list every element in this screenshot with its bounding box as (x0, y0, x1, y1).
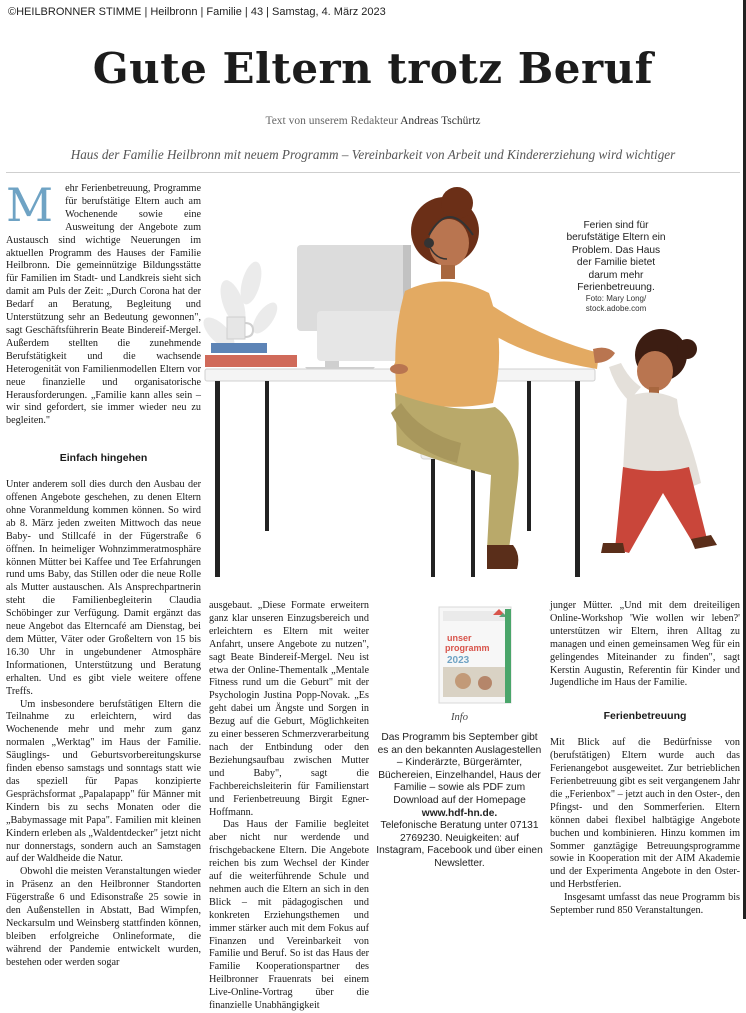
column-4 (550, 600, 740, 918)
info-box (376, 732, 543, 871)
mug-icon (227, 317, 253, 339)
brochure-word-programm: programm (445, 643, 490, 653)
article-title: Gute Eltern trotz Beruf (92, 44, 654, 93)
brochure-word-unser: unser (447, 633, 472, 643)
info-text: Das Programm bis September gibt es an den bekannten Auslagestellen – Kinderärzte, Bürgerämter, Büchereien, Einzelhandel, Haus der Familie – sowie als PDF zum Download auf der Homepage (377, 732, 542, 806)
paragraph: Unter anderem soll dies durch den Ausbau der offenen Angebote geschehen, zu denen Eltern ohne Voranmeldung kommen können. So wird ab 8. März jeden zweiten Mittwoch das neue Baby- und Stillcafé in der Fügerstraße 6 öffnen. In heimeliger Wohnzimmeratmosphäre können Mütter bei Kaffee und Tee Erfahrungen rund ums Baby, das Stillen oder die neue Rolle als Mutter austauschen. Als Ansprechpartnerin steht die Familienbegleiterin Claudia Schöbinger zur Verfügung. Damit ergänzt das neue Angebot das Elterncafé am Dienstag, bei dem Mütter, Väter oder Großeltern von 15 bis 16.30 Uhr in ungebundener Atmosphäre Informationen, Unterstützung und Beratung erhalten. Und es gibt viele weitere offene Treffs. (6, 479, 201, 697)
photo-credit: Foto: Mary Long/ stock.adobe.com (585, 294, 647, 313)
paragraph: Mit Blick auf die Bedürfnisse von (berufstätigen) Eltern wurde auch das Ferienangebot ausgeweitet. Zur betrieblichen Ferienbetreuung gibt es seit vergangenem Jahr die „Ferienbox" – jetzt auch in den Oster-, den Pfingst- und den Sommerferien. Eltern können dabei flexibel halbtägige Angebote buchen und kombinieren. Hinzu kommen im Sommer ganztägige Betreuungsprogramme sowie in Kooperation mit der AIM Akademie und der Experimenta Angebote in den Oster- und Herbstferien. (550, 737, 740, 891)
article-subtitle: Haus der Familie Heilbronn mit neuem Programm – Vereinbarkeit von Arbeit und Kindererziehung wird wichtiger (70, 147, 676, 162)
column-2 (209, 600, 369, 1013)
child-figure (601, 329, 717, 553)
intro-paragraph: ehr Ferienbetreuung, Programme für berufstätige Eltern auch am Wochenende sowie eine Ausweitung der Angebote zum Austausch sind wichtige Neuerungen im aktuellen Programm des Hauses der Familie Heilbronn. Die gemeinnützige Bildungsstätte für Familien im Stadt- und Landkreis sieht sich damit am Puls der Zeit: „Durch Corona hat der Bedarf an Beratung, Begleitung und Unterstützung sehr an Bedeutung gewonnen", sagt Geschäftsführerin Beate Bindereif-Mergel. Außerdem stellten die zunehmende Berufstätigkeit und die wachsende Heterogenität von Familienmodellen Eltern vor neue finanzielle und organisatorische Herausforderungen. „Familie kann alles sein – wir sind gefordert, sie immer wieder neu zu begleiten." (6, 183, 201, 427)
monitor-icon (297, 245, 411, 373)
paragraph: ausgebaut. „Diese Formate erweitern ganz klar unseren Einzugsbereich und erleichtern es Eltern mit weiter Anfahrt, unsere Angebote zu nutzen", sagt Beate Bindereif-Mergel. Neu ist etwa der Online-Thementalk „Mentale Fitness rund um die Geburt" mit der Psychologin Justina Popp-Novak. „Es geht dabei um Ängste und Sorgen in Bezug auf die Geburt, Möglichkeiten zu einer besseren Schmerzverarbeitung nach der Entbindung oder den Beziehungsaufbau zwischen Mutter und Baby", sagt die Fachbereichsleiterin für Familienstart und Ferienbetreuung Birgit Egner-Hoffmann. (209, 600, 369, 818)
author-prefix: Text von unserem Redakteur (265, 115, 401, 127)
program-brochure-image (433, 605, 515, 705)
column-1 (6, 178, 201, 970)
paragraph: Insgesamt umfasst das neue Programm bis September rund 850 Veranstaltungen. (550, 892, 740, 917)
author-line (0, 115, 746, 127)
paragraph: Obwohl die meisten Veranstaltungen wieder in Präsenz an den Heilbronner Standorten Fügerstraße 6 und Edisonstraße 25 sowie in den Außenstellen in Abstatt, Bad Wimpfen, Neckarsulm und Weinsberg stattfinden können, bleiben erfolgreiche Onlineformate, die während der Pandemie entwickelt wurden, bestehen oder werden sogar (6, 866, 201, 968)
info-label: Info (451, 712, 468, 723)
newspaper-header: ©HEILBRONNER STIMME | Heilbronn | Familie | 43 | Samstag, 4. März 2023 (8, 6, 386, 18)
subheading-ferienbetreuung: Ferienbetreuung (603, 710, 687, 723)
books-icon (205, 343, 297, 367)
website-link[interactable]: www.hdf-hn.de. (421, 807, 498, 819)
paragraph: Das Haus der Familie begleitet aber nicht nur werdende und frischgebackene Eltern. Die Angebote reichen bis zum Wechsel der Kinder auf die weiterführende Schule und nehmen auch die Eltern an sich in den Blick – mit pädagogischen und konkreten Erziehungsthemen und immer stärker auch mit dem Fokus auf Finanzen und Vereinbarkeit von Familie und Beruf. So ist das Haus der Familie Kooperationspartner des Heilbronner Frauenrats bei einem Live-Online-Vortrag über die finanzielle Unabhängigkeit (209, 819, 369, 1012)
paragraph: Um insbesondere berufstätigen Eltern die Teilnahme zu erleichtern, wird das Wochenende mehr und mehr zum ganz normalen „Werktag" im Haus der Familie. Säuglings- und Geburtsvorbereitungskurse finden ebenso samstags und sonntags statt wie das speziell für Papas konzipierte Gesprächsformat „Papalapapp" für Männer mit Kindern bis zu sechs Monaten oder die „Babymassage mit Papa". Familien mit kleinen Kindern erleben als „Waldentdecker" jetzt nicht nur donnerstags, sondern auch an Samstagen auf der Waldheide die Natur. (6, 698, 201, 865)
subheading-einfach-hingehen: Einfach hingehen (59, 452, 148, 465)
brochure-year: 2023 (447, 655, 470, 666)
drop-cap: M (6, 178, 54, 232)
paragraph: junger Mütter. „Und mit dem dreiteiligen Online-Workshop 'Wie wollen wir leben?' unterstützen wir Eltern, ihren Alltag zu managen und einen gemeinsamen Weg für ein gelingendes Miteinander zu finden", sagt Kerstin Augustin, Referentin für Kinder und Jugendliche im Haus der Familie. (550, 600, 740, 689)
author-name: Andreas Tschürtz (400, 115, 481, 127)
info-contact-text: Telefonische Beratung unter 07131 2769230. Neuigkeiten: auf Instagram, Facebook und über einen Newsletter. (376, 820, 543, 869)
figure-caption: Ferien sind für berufstätige Eltern ein Problem. Das Haus der Familie bietet darum mehr Ferienbetreuung. (566, 220, 666, 294)
divider (6, 172, 740, 173)
